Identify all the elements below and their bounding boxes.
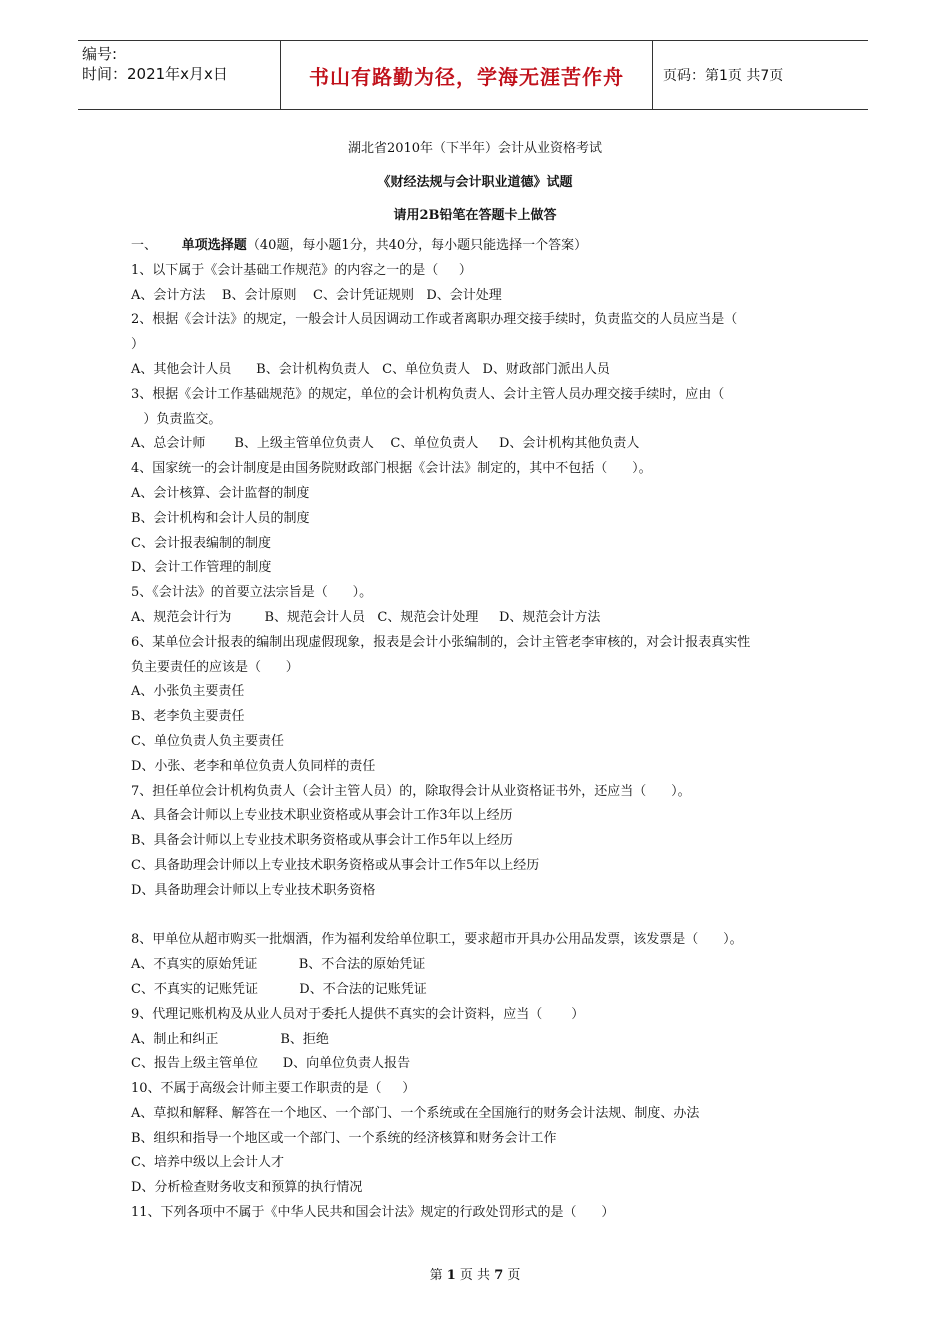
text-line: D、会计工作管理的制度 <box>131 560 272 576</box>
doc-title-3: 请用2B铅笔在答题卡上做答 <box>393 208 557 223</box>
footer-page-number: 1 <box>446 1268 456 1283</box>
header-table <box>78 40 868 110</box>
number-label: 编号: <box>82 45 118 63</box>
text-line: 1、以下属于《会计基础工作规范》的内容之一的是（ ） <box>131 262 472 278</box>
text-line: C、报告上级主管单位 D、向单位负责人报告 <box>131 1056 411 1072</box>
section-title: 单项选择题 <box>181 238 247 253</box>
text-line: 6、某单位会计报表的编制出现虚假现象，报表是会计小张编制的，会计主管老李审核的，对会计报表真实性 <box>131 634 751 650</box>
text-line: 4、国家统一的会计制度是由国务院财政部门根据《会计法》制定的，其中不包括（ ）。 <box>131 461 652 477</box>
question-body <box>131 234 821 1226</box>
text-line: C、不真实的记账凭证 D、不合法的记账凭证 <box>131 981 427 997</box>
text-line: A、其他会计人员 B、会计机构负责人 C、单位负责人 D、财政部门派出人员 <box>131 361 610 377</box>
text-line: A、会计核算、会计监督的制度 <box>131 485 310 501</box>
text-line: 5、《会计法》的首要立法宗旨是（ ）。 <box>131 585 373 601</box>
text-line: A、会计方法 B、会计原则 C、会计凭证规则 D、会计处理 <box>131 287 502 303</box>
text-line: D、分析检查财务收支和预算的执行情况 <box>131 1180 363 1196</box>
section-number: 一、 <box>131 238 182 253</box>
question-lines <box>131 259 821 1226</box>
section-heading <box>131 234 821 259</box>
text-line: D、具备助理会计师以上专业技术职务资格 <box>131 882 376 898</box>
text-line: A、总会计师 B、上级主管单位负责人 C、单位负责人 D、会计机构其他负责人 <box>131 436 640 452</box>
text-line: 3、根据《会计工作基础规范》的规定，单位的会计机构负责人、会计主管人员办理交接手续时，应由（ <box>131 386 725 402</box>
footer-total-pages: 7 <box>494 1268 504 1283</box>
section-note: （40题，每小题1分，共40分，每小题只能选择一个答案） <box>246 238 588 253</box>
blank-line <box>131 904 821 929</box>
text-line: A、草拟和解释、解答在一个地区、一个部门、一个系统或在全国施行的财务会计法规、制度、办法 <box>131 1105 700 1121</box>
text-line: 负主要责任的应该是（ ） <box>131 659 299 675</box>
text-line: C、培养中级以上会计人才 <box>131 1155 284 1171</box>
text-line: ）负责监交。 <box>131 411 222 427</box>
text-line: 11、下列各项中不属于《中华人民共和国会计法》规定的行政处罚形式的是（ ） <box>131 1205 615 1221</box>
text-line: A、不真实的原始凭证 B、不合法的原始凭证 <box>131 957 426 973</box>
text-line: C、单位负责人负主要责任 <box>131 733 284 749</box>
text-line: C、具备助理会计师以上专业技术职务资格或从事会计工作5年以上经历 <box>131 857 540 873</box>
time-label: 时间：2021年x月x日 <box>82 65 228 83</box>
page-footer <box>0 1264 950 1283</box>
text-line: B、会计机构和会计人员的制度 <box>131 510 310 526</box>
text-line: B、组织和指导一个地区或一个部门、一个系统的经济核算和财务会计工作 <box>131 1130 557 1146</box>
motto: 书山有路勤为径，学海无涯苦作舟 <box>281 41 653 109</box>
text-line: ） <box>131 337 145 353</box>
footer-mid: 页 共 <box>455 1268 495 1283</box>
text-line: 2、根据《会计法》的规定，一般会计人员因调动工作或者离职办理交接手续时，负责监交的人员应当是（ <box>131 312 738 328</box>
text-line: B、具备会计师以上专业技术职务资格或从事会计工作5年以上经历 <box>131 833 513 849</box>
doc-title-2: 《财经法规与会计职业道德》试题 <box>377 175 573 190</box>
footer-prefix: 第 <box>429 1268 447 1283</box>
text-line: A、规范会计行为 B、规范会计人员 C、规范会计处理 D、规范会计方法 <box>131 609 601 625</box>
text-line: 8、甲单位从超市购买一批烟酒，作为福利发给单位职工，要求超市开具办公用品发票，该发票是（ ）。 <box>131 932 743 948</box>
text-line: A、具备会计师以上专业技术职业资格或从事会计工作3年以上经历 <box>131 808 513 824</box>
header-meta <box>78 41 281 109</box>
text-line: 7、担任单位会计机构负责人（会计主管人员）的，除取得会计从业资格证书外，还应当（ ）。 <box>131 783 691 799</box>
text-line: 9、代理记账机构及从业人员对于委托人提供不真实的会计资料，应当（ ） <box>131 1006 585 1022</box>
text-line: D、小张、老李和单位负责人负同样的责任 <box>131 758 376 774</box>
text-line: A、小张负主要责任 <box>131 684 245 700</box>
page-info: 页码：第1页 共7页 <box>663 68 784 84</box>
doc-title-1: 湖北省2010年（下半年）会计从业资格考试 <box>347 141 603 156</box>
text-line: B、老李负主要责任 <box>131 709 245 725</box>
text-line: A、制止和纠正 B、拒绝 <box>131 1031 329 1047</box>
text-line: 10、不属于高级会计师主要工作职责的是（ ） <box>131 1081 416 1097</box>
footer-suffix: 页 <box>503 1268 521 1283</box>
text-line: C、会计报表编制的制度 <box>131 535 271 551</box>
